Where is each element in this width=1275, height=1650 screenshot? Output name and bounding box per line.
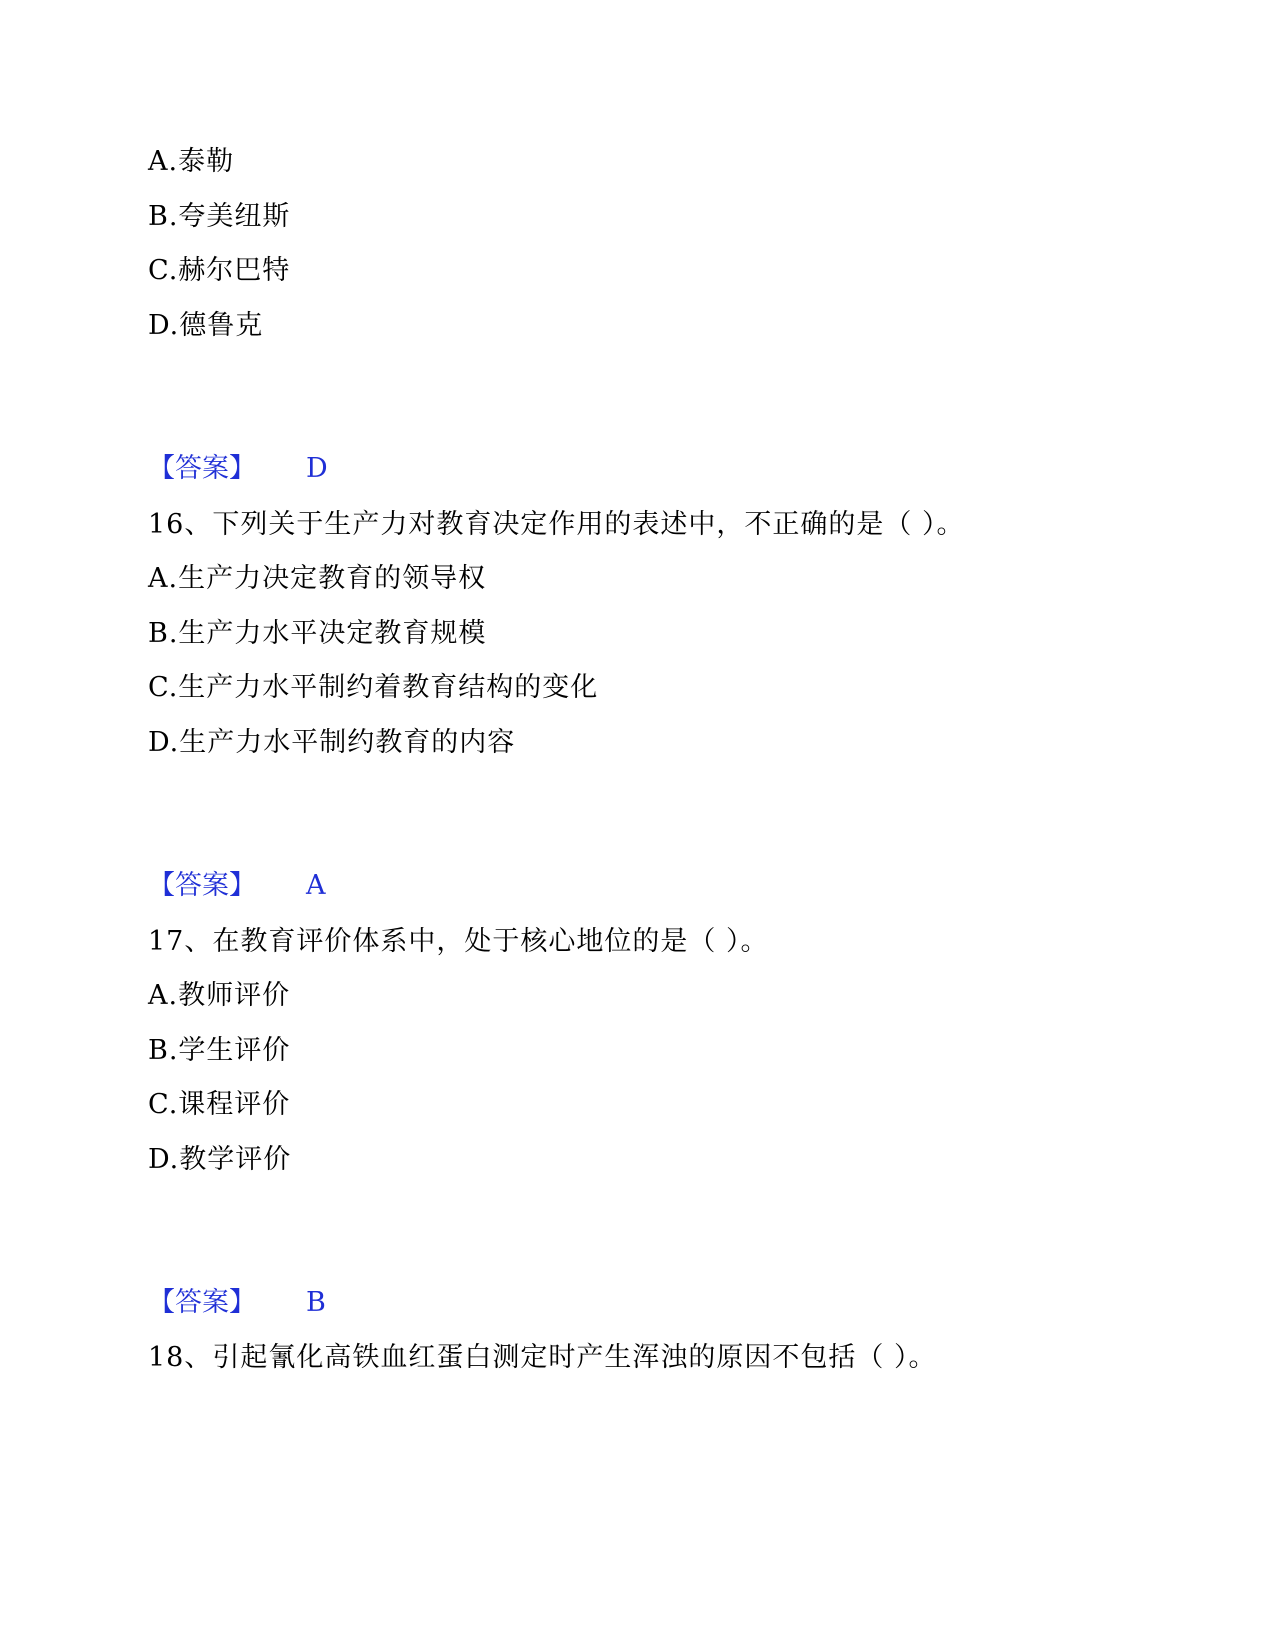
q17-option-a: A.教师评价	[148, 980, 291, 1011]
q16-option-d: D.生产力水平制约教育的内容	[148, 727, 516, 758]
q16-option-c: C.生产力水平制约着教育结构的变化	[148, 672, 599, 703]
q16-option-b: B.生产力水平决定教育规模	[148, 618, 487, 649]
answer-label: 【答案】	[148, 453, 256, 484]
answer-label: 【答案】	[148, 870, 256, 901]
answer-value: D	[306, 453, 328, 484]
answer-value: B	[306, 1287, 326, 1318]
q17-option-d: D.教学评价	[148, 1144, 292, 1175]
q15-option-a: A.泰勒	[148, 146, 235, 177]
q17-question-text: 17、在教育评价体系中，处于核心地位的是（ ）。	[148, 926, 769, 957]
q15-answer	[148, 452, 328, 486]
q15-option-b: B.夸美纽斯	[148, 201, 291, 232]
q15-option-c: C.赫尔巴特	[148, 255, 291, 286]
q17-option-b: B.学生评价	[148, 1035, 291, 1066]
q18-question-text: 18、引起氰化高铁血红蛋白测定时产生浑浊的原因不包括（ ）。	[148, 1342, 937, 1373]
q17-answer	[148, 1286, 326, 1320]
q17-option-c: C.课程评价	[148, 1089, 291, 1120]
answer-label: 【答案】	[148, 1287, 256, 1318]
q15-option-d: D.德鲁克	[148, 310, 264, 341]
q16-option-a: A.生产力决定教育的领导权	[148, 563, 487, 594]
q16-question-text: 16、下列关于生产力对教育决定作用的表述中，不正确的是（ ）。	[148, 509, 965, 540]
answer-value: A	[306, 870, 326, 901]
q16-answer	[148, 869, 326, 903]
